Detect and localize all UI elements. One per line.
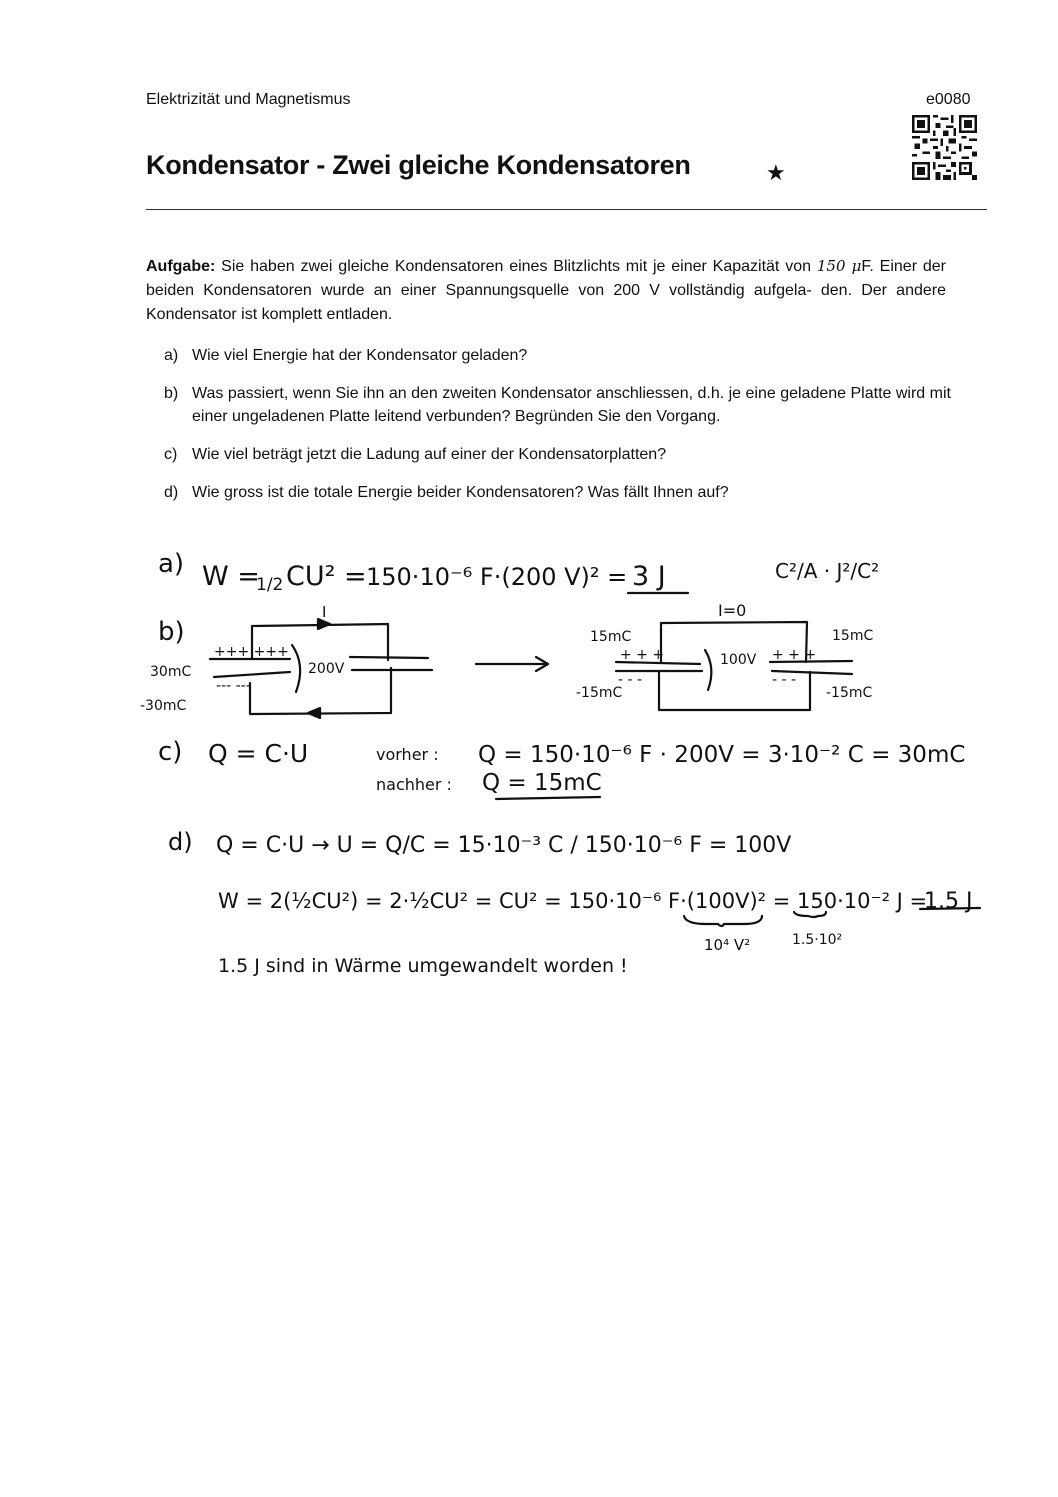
solution-d-line2: W = 2(½CU²) = 2·½CU² = CU² = 150·10⁻⁶ F·(100V)² = 150·10⁻² J = bbox=[218, 889, 928, 913]
before-calc: Q = 150·10⁻⁶ F · 200V = 3·10⁻² C = 30mC bbox=[478, 742, 966, 768]
plus-charges-right: + + + bbox=[772, 647, 817, 663]
current-arrow-icon bbox=[308, 708, 320, 718]
before-label: vorher : bbox=[376, 745, 439, 764]
plus-charges: +++ +++ bbox=[214, 644, 289, 660]
question-text: Wie viel Energie hat der Kondensator geladen? bbox=[192, 347, 528, 364]
star-icon: ★ bbox=[766, 160, 786, 185]
question-label: a) bbox=[164, 347, 179, 364]
solution-d bbox=[168, 828, 980, 977]
charge-negative-right: -15mC bbox=[826, 685, 873, 701]
voltage-after: 100V bbox=[720, 652, 757, 668]
question-text: Was passiert, wenn Sie ihn an den zweiten Kondensator anschliessen, d.h. je eine geladene Platte wird mit einer ungeladenen Platte leitend verbunden? Begründen Sie den Vorgang. bbox=[192, 385, 951, 425]
voltage-arrow bbox=[292, 645, 300, 692]
result-underline bbox=[496, 797, 600, 799]
question-label: d) bbox=[164, 484, 179, 501]
capacitor-plate-bottom bbox=[214, 672, 290, 677]
capacity-value: 150 μ bbox=[816, 257, 862, 275]
solution-a-result: 3 J bbox=[632, 561, 666, 592]
current-after-label: I=0 bbox=[718, 601, 747, 620]
solution-d-label: d) bbox=[168, 828, 193, 856]
question-text: Wie viel beträgt jetzt die Ladung auf einer der Kondensatorplatten? bbox=[192, 446, 667, 463]
conclusion: 1.5 J sind in Wärme umgewandelt worden ! bbox=[218, 955, 628, 977]
result-underline bbox=[920, 908, 980, 909]
transition-arrow-icon bbox=[476, 657, 548, 671]
solution-a-formula: CU² = bbox=[286, 561, 367, 592]
after-result: Q = 15mC bbox=[482, 770, 602, 796]
circuit-after bbox=[576, 601, 873, 710]
solution-c-label: c) bbox=[158, 737, 183, 767]
solution-a-half: 1/2 bbox=[256, 575, 284, 595]
solution-d-line1: Q = C·U → U = Q/C = 15·10⁻³ C / 150·10⁻⁶ F = 100V bbox=[216, 833, 792, 858]
question-label: c) bbox=[164, 446, 178, 463]
solution-a-lhs: W = bbox=[202, 561, 260, 592]
solution-a-label: a) bbox=[158, 549, 185, 579]
charge-positive-left: 15mC bbox=[590, 629, 632, 645]
page-title: Kondensator - Zwei gleiche Kondensatoren bbox=[146, 150, 691, 180]
question-label: b) bbox=[164, 385, 179, 402]
unit-check: C²/A · J²/C² bbox=[775, 559, 880, 583]
question-text: Wie gross ist die totale Energie beider Kondensatoren? Was fällt Ihnen auf? bbox=[192, 484, 729, 501]
charge-negative-before: -30mC bbox=[140, 698, 187, 714]
voltage-arrow bbox=[705, 650, 711, 690]
task-text-1: Sie haben zwei gleiche Kondensatoren eines Blitzlichts mit je einer Kapazität von bbox=[221, 258, 812, 275]
current-label: I bbox=[322, 603, 327, 621]
solution-b bbox=[140, 601, 873, 718]
task-label: Aufgabe: bbox=[146, 258, 216, 275]
solution-b-label: b) bbox=[158, 617, 185, 647]
task-text-2: F. Einer der beiden Kondensatoren wurde an einer Spannungsquelle von 200 V vollständig aufgela- den. Der andere Kondensator ist komplett entladen. bbox=[146, 258, 946, 323]
charge-positive-before: 30mC bbox=[150, 664, 192, 680]
voltage-before: 200V bbox=[308, 661, 345, 677]
solution-a bbox=[158, 549, 879, 595]
solution-c-formula: Q = C·U bbox=[208, 739, 309, 768]
subject-header: Elektrizität und Magnetismus bbox=[146, 91, 351, 108]
charge-positive-right: 15mC bbox=[832, 628, 874, 644]
capacitor-2-plate-top bbox=[350, 657, 428, 658]
plus-charges-left: + + + bbox=[620, 647, 665, 663]
solution-d-result: 1.5 J bbox=[924, 889, 973, 914]
brace-icon bbox=[684, 916, 762, 926]
minus-charges-right: - - - bbox=[772, 672, 797, 688]
solution-a-calc: 150·10⁻⁶ F·(200 V)² = bbox=[366, 563, 628, 591]
brace-label-2: 1.5·10² bbox=[792, 932, 843, 948]
minus-charges: --- --- bbox=[216, 678, 251, 694]
minus-charges-left: - - - bbox=[618, 672, 643, 688]
brace-label-1: 10⁴ V² bbox=[704, 936, 751, 954]
exercise-code: e0080 bbox=[926, 91, 971, 108]
solution-c bbox=[158, 737, 965, 799]
after-label: nachher : bbox=[376, 775, 452, 794]
charge-negative-left: -15mC bbox=[576, 685, 623, 701]
